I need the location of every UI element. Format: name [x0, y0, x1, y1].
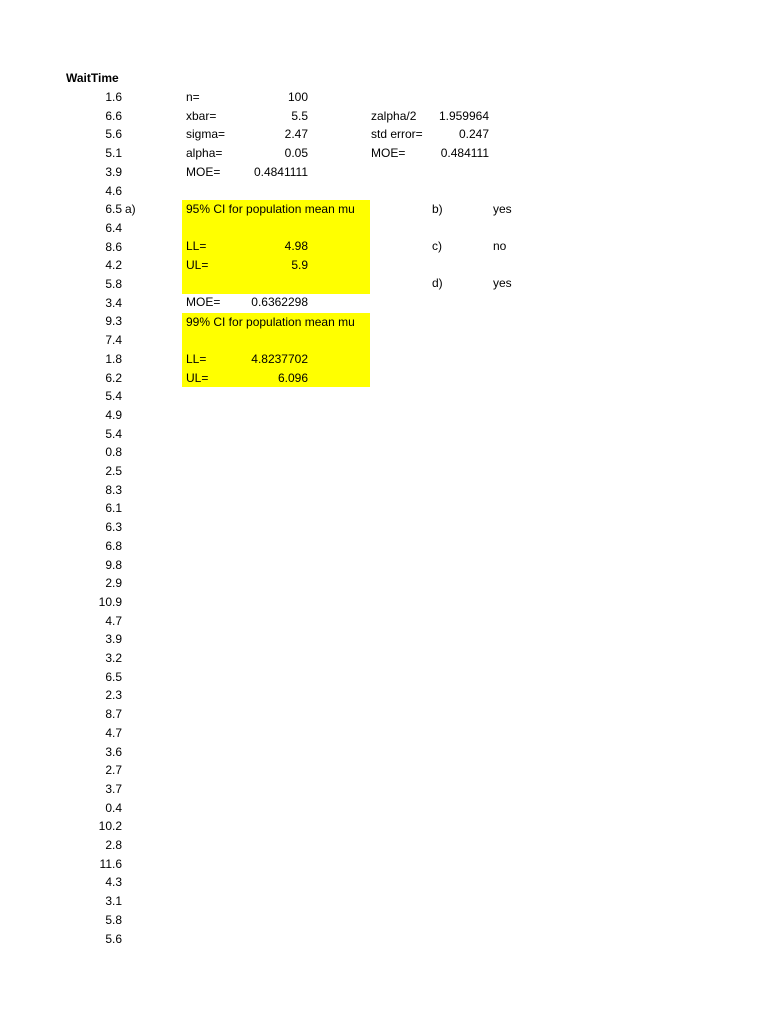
ci95-ul-value: 5.9	[291, 258, 308, 272]
waittime-cell: 6.5	[105, 669, 122, 684]
waittime-cell: 5.4	[105, 389, 122, 404]
waittime-cell: 5.6	[105, 127, 122, 142]
waittime-cell: 1.8	[105, 351, 122, 366]
waittime-cell: 5.4	[105, 426, 122, 441]
zalpha-value: 1.959964	[438, 109, 489, 123]
waittime-cell: 3.9	[105, 164, 122, 179]
waittime-cell: 4.9	[105, 407, 122, 422]
answer-c-value: no	[493, 239, 507, 253]
stat-xbar-value: 5.5	[291, 109, 308, 123]
zalpha-label: zalpha/2	[371, 109, 417, 123]
answer-b-label: b)	[432, 202, 443, 216]
waittime-cell: 4.3	[105, 875, 122, 890]
waittime-cell: 6.3	[105, 520, 122, 535]
waittime-cell: 4.7	[105, 725, 122, 740]
ci99-ul-value: 6.096	[277, 371, 308, 385]
ci95-title: 95% CI for population mean mu	[186, 202, 355, 216]
waittime-header: WaitTime	[66, 71, 119, 85]
ci99-title: 99% CI for population mean mu	[186, 315, 355, 329]
stat-n-value: 100	[287, 90, 308, 104]
waittime-cell: 6.2	[105, 370, 122, 385]
waittime-cell: 2.3	[105, 688, 122, 703]
waittime-cell: 9.3	[105, 314, 122, 329]
moe-right-value: 0.484111	[440, 146, 489, 160]
waittime-cell: 10.9	[98, 594, 122, 609]
waittime-cell: 7.4	[105, 333, 122, 348]
ci95-ul-label: UL=	[186, 258, 209, 272]
stat-moe-label: MOE=	[186, 165, 221, 179]
waittime-cell: 5.8	[105, 912, 122, 927]
waittime-cell: 3.1	[105, 894, 122, 909]
waittime-cell: 0.8	[105, 445, 122, 460]
stat-sigma-label: sigma=	[186, 127, 226, 141]
waittime-cell: 2.9	[105, 576, 122, 591]
stat-moe-value: 0.4841111	[253, 165, 308, 179]
moe-right-label: MOE=	[371, 146, 406, 160]
answer-d-value: yes	[493, 276, 512, 290]
waittime-cell: 3.6	[105, 744, 122, 759]
waittime-cell: 9.8	[105, 557, 122, 572]
waittime-cell: 10.2	[98, 819, 122, 834]
waittime-cell: 2.5	[105, 464, 122, 478]
waittime-cell: 11.6	[99, 856, 122, 871]
stat-alpha-label: alpha=	[186, 146, 223, 160]
waittime-cell: 3.4	[105, 295, 122, 310]
answer-d-label: d)	[432, 276, 443, 290]
waittime-cell: 8.3	[105, 482, 122, 497]
answer-b-value: yes	[493, 202, 512, 216]
stat-alpha-value: 0.05	[284, 146, 308, 160]
waittime-cell: 5.6	[105, 931, 122, 946]
waittime-cell: 0.4	[105, 800, 122, 815]
waittime-cell: 2.8	[105, 838, 122, 852]
waittime-cell: 4.7	[105, 613, 122, 628]
waittime-cell: 2.7	[105, 763, 122, 778]
waittime-cell: 6.5	[105, 202, 122, 217]
stat-xbar-label: xbar=	[186, 109, 217, 123]
moe99-label: MOE=	[186, 295, 221, 309]
waittime-cell: 4.6	[105, 183, 122, 198]
waittime-cell: 8.6	[105, 239, 122, 254]
waittime-cell: 3.7	[105, 781, 122, 796]
ci99-ll-value: 4.8237702	[251, 352, 308, 366]
ci95-ll-value: 4.98	[284, 239, 308, 253]
waittime-cell: 5.1	[105, 146, 122, 161]
stat-n-label: n=	[186, 90, 200, 104]
waittime-cell: 3.2	[105, 651, 122, 665]
waittime-cell: 4.2	[105, 258, 122, 273]
stat-sigma-value: 2.47	[284, 127, 308, 141]
waittime-cell: 8.7	[105, 707, 122, 722]
ci99-ul-label: UL=	[186, 371, 209, 385]
waittime-cell: 5.8	[105, 277, 122, 291]
waittime-cell: 6.6	[105, 108, 122, 123]
ci95-ll-label: LL=	[186, 239, 207, 253]
part-a-label: a)	[125, 202, 136, 216]
std-error-value: 0.247	[458, 127, 489, 141]
waittime-cell: 6.4	[105, 220, 122, 235]
waittime-cell: 6.1	[105, 501, 122, 516]
ci99-ll-label: LL=	[186, 352, 207, 366]
waittime-cell: 3.9	[105, 632, 122, 647]
answer-c-label: c)	[432, 239, 442, 253]
waittime-cell: 6.8	[105, 538, 122, 553]
waittime-cell: 1.6	[105, 90, 122, 104]
moe99-value: 0.6362298	[251, 295, 308, 309]
std-error-label: std error=	[371, 127, 423, 141]
